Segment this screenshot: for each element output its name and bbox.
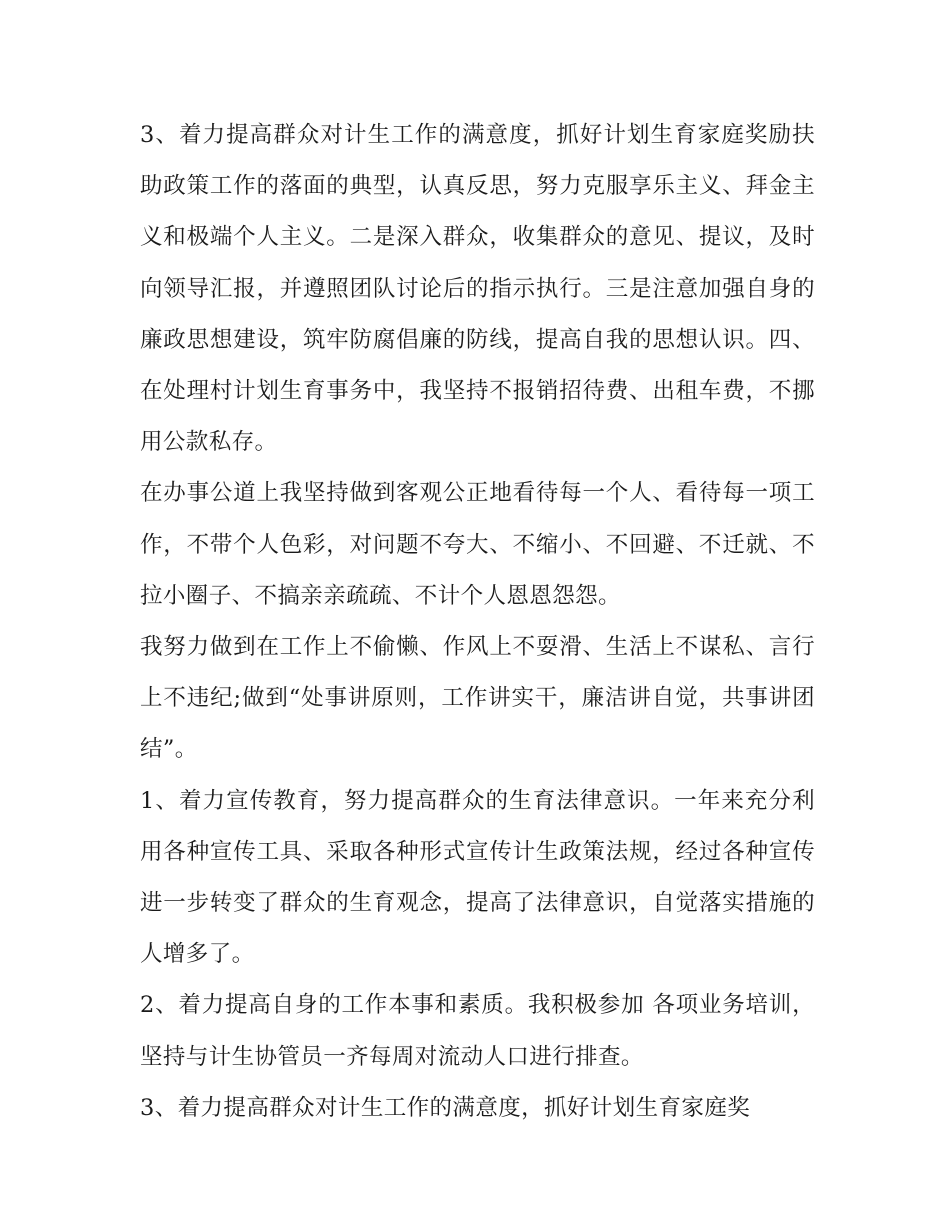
paragraph-4: 1、着力宣传教育，努力提高群众的生育法律意识。一年来充分利用各种宣传工具、采取各种形式宣传计生政策法规，经过各种宣传进一步转变了群众的生育观念，提高了法律意识，自觉落实措施的人增多了。 <box>140 787 815 968</box>
paragraph-1: 3、着力提高群众对计生工作的满意度，抓好计划生育家庭奖励扶助政策工作的落面的典型，认真反思，努力克服享乐主义、拜金主义和极端个人主义。二是深入群众，收集群众的意见、提议，及时向领导汇报，并遵照团队讨论后的指示执行。三是注意加强自身的廉政思想建设，筑牢防腐倡廉的防线，提高自我的思想认识。四、在处理村计划生育事务中，我坚持不报销招待费、出租车费，不挪用公款私存。 <box>140 122 815 456</box>
paragraph-5: 2、着力提高自身的工作本事和素质。我积极参加 各项业务培训，坚持与计生协管员一齐每周对流动人口进行排查。 <box>140 992 815 1070</box>
document-body <box>140 110 815 1134</box>
paragraph-2: 在办事公道上我坚持做到客观公正地看待每一个人、看待每一项工作，不带个人色彩，对问题不夸大、不缩小、不回避、不迁就、不拉小圈子、不搞亲亲疏疏、不计个人恩恩怨怨。 <box>140 480 815 609</box>
paragraph-3: 我努力做到在工作上不偷懒、作风上不耍滑、生活上不谋私、言行上不违纪;做到“处事讲原则，工作讲实干，廉洁讲自觉，共事讲团结”。 <box>140 634 815 763</box>
paragraph-6: 3、着力提高群众对计生工作的满意度，抓好计划生育家庭奖 <box>140 1094 751 1121</box>
